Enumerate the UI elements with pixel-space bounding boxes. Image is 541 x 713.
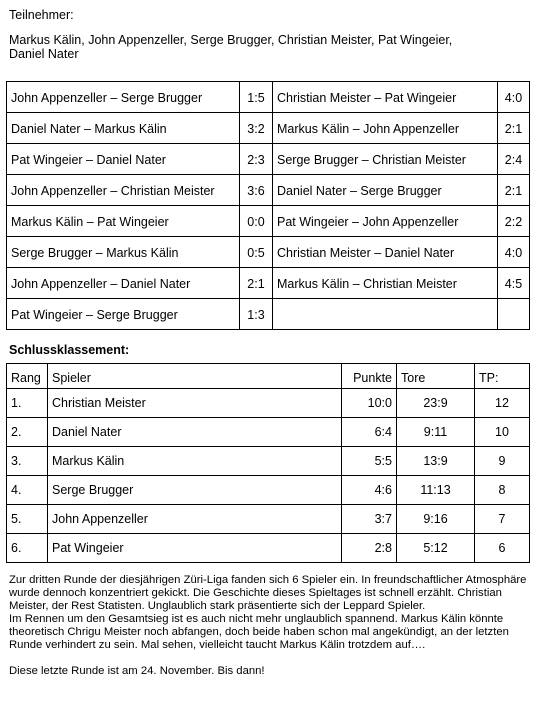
- match-right: Christian Meister – Daniel Nater: [273, 237, 498, 268]
- player-cell: Markus Kälin: [48, 447, 342, 476]
- match-row: [7, 144, 530, 175]
- score-left: 3:6: [240, 175, 273, 206]
- tp-cell: 7: [475, 505, 530, 534]
- match-right: [273, 299, 498, 330]
- match-right: Markus Kälin – John Appenzeller: [273, 113, 498, 144]
- score-left: 3:2: [240, 113, 273, 144]
- report-closing: Diese letzte Runde ist am 24. November. Bis dann!: [9, 665, 265, 677]
- column-header-player: Spieler: [48, 364, 342, 389]
- goals-cell: 9:16: [397, 505, 475, 534]
- standings-header-row: [7, 364, 530, 389]
- match-left: John Appenzeller – Daniel Nater: [7, 268, 240, 299]
- rank-cell: 2.: [7, 418, 48, 447]
- goals-cell: 13:9: [397, 447, 475, 476]
- score-left: 2:1: [240, 268, 273, 299]
- player-cell: Pat Wingeier: [48, 534, 342, 563]
- rank-cell: 4.: [7, 476, 48, 505]
- participants-line-1: Markus Kälin, John Appenzeller, Serge Brugger, Christian Meister, Pat Wingeier,: [9, 33, 453, 47]
- goals-cell: 5:12: [397, 534, 475, 563]
- report-paragraph-2: Im Rennen um den Gesamtsieg ist es auch nicht mehr unglaublich spannend. Markus Kälin könnte theoretisch Chrigu Meister noch abfangen, doch beide haben schon mal angekündigt, an der letzten Runde verhindert zu sein. Mal sehen, vielleicht taucht Markus Kälin trotzdem auf….: [9, 613, 509, 651]
- report-paragraph-1: Zur dritten Runde der diesjährigen Züri-Liga fanden sich 6 Spieler ein. In freundschaftlicher Atmosphäre wurde dennoch konzentriert gekickt. Die Geschichte dieses Spieltages ist schnell erzählt. Christian Meister, der Rest Statisten. Unglaublich stark präsentierte sich der Leppard Spieler.: [9, 574, 527, 612]
- match-row: [7, 299, 530, 330]
- rank-cell: 6.: [7, 534, 48, 563]
- score-right: 4:0: [498, 237, 530, 268]
- match-row: [7, 268, 530, 299]
- score-left: 1:5: [240, 82, 273, 113]
- points-cell: 3:7: [342, 505, 397, 534]
- tp-cell: 9: [475, 447, 530, 476]
- column-header-goals: Tore: [397, 364, 475, 389]
- standings-row: [7, 389, 530, 418]
- points-cell: 10:0: [342, 389, 397, 418]
- match-right: Christian Meister – Pat Wingeier: [273, 82, 498, 113]
- player-cell: Christian Meister: [48, 389, 342, 418]
- standings-row: [7, 476, 530, 505]
- player-cell: Daniel Nater: [48, 418, 342, 447]
- goals-cell: 11:13: [397, 476, 475, 505]
- participants-heading: Teilnehmer:: [9, 8, 74, 22]
- tp-cell: 8: [475, 476, 530, 505]
- match-left: Markus Kälin – Pat Wingeier: [7, 206, 240, 237]
- standings-heading: Schlussklassement:: [9, 343, 130, 357]
- match-row: [7, 206, 530, 237]
- rank-cell: 1.: [7, 389, 48, 418]
- points-cell: 5:5: [342, 447, 397, 476]
- score-right: 4:5: [498, 268, 530, 299]
- score-right: 2:1: [498, 113, 530, 144]
- match-row: [7, 175, 530, 206]
- match-right: Daniel Nater – Serge Brugger: [273, 175, 498, 206]
- column-header-rank: Rang: [7, 364, 48, 389]
- column-header-tp: TP:: [475, 364, 530, 389]
- match-right: Serge Brugger – Christian Meister: [273, 144, 498, 175]
- standings-row: [7, 534, 530, 563]
- score-right: 2:2: [498, 206, 530, 237]
- tp-cell: 6: [475, 534, 530, 563]
- score-right: 4:0: [498, 82, 530, 113]
- goals-cell: 23:9: [397, 389, 475, 418]
- match-left: John Appenzeller – Serge Brugger: [7, 82, 240, 113]
- match-left: Pat Wingeier – Daniel Nater: [7, 144, 240, 175]
- match-left: Daniel Nater – Markus Kälin: [7, 113, 240, 144]
- tp-cell: 12: [475, 389, 530, 418]
- standings-row: [7, 505, 530, 534]
- match-row: [7, 237, 530, 268]
- match-left: Pat Wingeier – Serge Brugger: [7, 299, 240, 330]
- match-right: Pat Wingeier – John Appenzeller: [273, 206, 498, 237]
- standings-table: [6, 363, 530, 563]
- standings-row: [7, 447, 530, 476]
- tp-cell: 10: [475, 418, 530, 447]
- report-text: [9, 574, 534, 678]
- rank-cell: 3.: [7, 447, 48, 476]
- match-right: Markus Kälin – Christian Meister: [273, 268, 498, 299]
- score-left: 0:5: [240, 237, 273, 268]
- match-row: [7, 82, 530, 113]
- match-row: [7, 113, 530, 144]
- goals-cell: 9:11: [397, 418, 475, 447]
- participants-line-2: Daniel Nater: [9, 47, 79, 61]
- match-left: Serge Brugger – Markus Kälin: [7, 237, 240, 268]
- match-results-table: [6, 81, 530, 330]
- points-cell: 2:8: [342, 534, 397, 563]
- match-left: John Appenzeller – Christian Meister: [7, 175, 240, 206]
- standings-row: [7, 418, 530, 447]
- points-cell: 6:4: [342, 418, 397, 447]
- score-left: 0:0: [240, 206, 273, 237]
- score-left: 2:3: [240, 144, 273, 175]
- score-right: 2:1: [498, 175, 530, 206]
- score-right: 2:4: [498, 144, 530, 175]
- score-left: 1:3: [240, 299, 273, 330]
- score-right: [498, 299, 530, 330]
- player-cell: John Appenzeller: [48, 505, 342, 534]
- player-cell: Serge Brugger: [48, 476, 342, 505]
- rank-cell: 5.: [7, 505, 48, 534]
- column-header-points: Punkte: [342, 364, 397, 389]
- points-cell: 4:6: [342, 476, 397, 505]
